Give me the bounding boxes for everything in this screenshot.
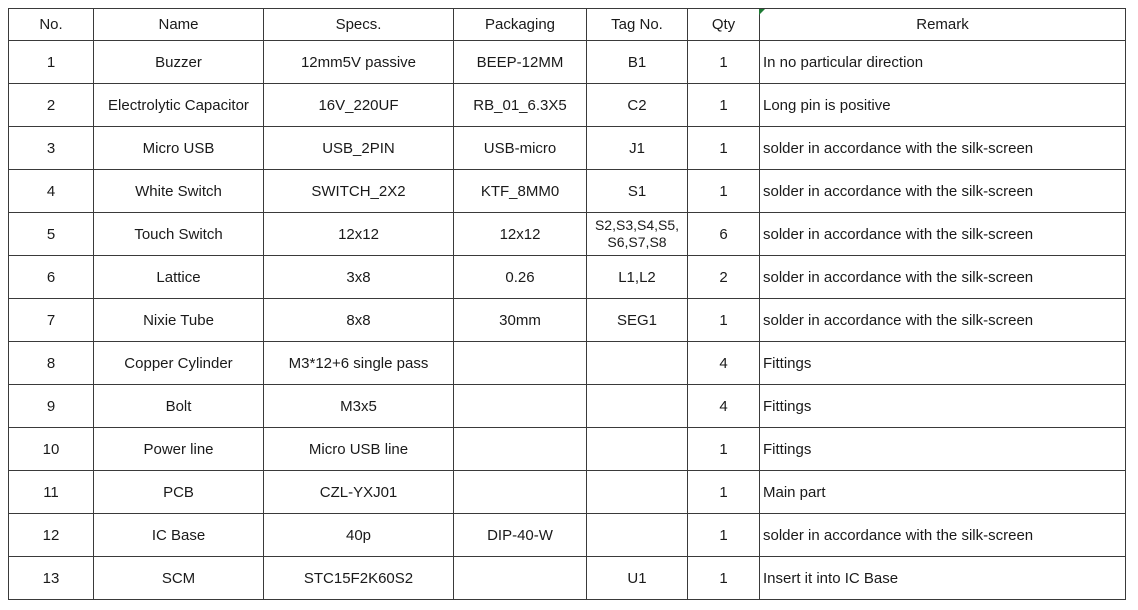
cell-packaging[interactable]: KTF_8MM0 [454, 170, 587, 213]
cell-remark[interactable]: Main part [760, 471, 1126, 514]
cell-remark[interactable]: Long pin is positive [760, 84, 1126, 127]
cell-no[interactable]: 4 [9, 170, 94, 213]
cell-tag-no[interactable]: S2,S3,S4,S5, S6,S7,S8 [587, 213, 688, 256]
bill-of-materials-table [8, 8, 1126, 600]
cell-packaging[interactable] [454, 471, 587, 514]
cell-name[interactable]: Nixie Tube [94, 299, 264, 342]
cell-packaging[interactable] [454, 342, 587, 385]
cell-packaging[interactable]: 30mm [454, 299, 587, 342]
header-name[interactable]: Name [94, 9, 264, 41]
cell-qty[interactable]: 1 [688, 514, 760, 557]
cell-no[interactable]: 13 [9, 557, 94, 600]
header-no[interactable]: No. [9, 9, 94, 41]
table-row [9, 428, 1126, 471]
cell-remark[interactable]: In no particular direction [760, 41, 1126, 84]
header-packaging[interactable]: Packaging [454, 9, 587, 41]
cell-tag-no[interactable] [587, 385, 688, 428]
cell-specs[interactable]: Micro USB line [264, 428, 454, 471]
cell-remark[interactable]: solder in accordance with the silk-screen [760, 299, 1126, 342]
cell-remark[interactable]: Fittings [760, 342, 1126, 385]
cell-no[interactable]: 11 [9, 471, 94, 514]
cell-remark[interactable]: solder in accordance with the silk-screen [760, 514, 1126, 557]
cell-remark[interactable]: Insert it into IC Base [760, 557, 1126, 600]
cell-specs[interactable]: SWITCH_2X2 [264, 170, 454, 213]
cell-name[interactable]: Lattice [94, 256, 264, 299]
spreadsheet-area [8, 8, 1125, 600]
table-row [9, 127, 1126, 170]
table-row [9, 170, 1126, 213]
cell-specs[interactable]: 40p [264, 514, 454, 557]
cell-qty[interactable]: 1 [688, 84, 760, 127]
cell-name[interactable]: Touch Switch [94, 213, 264, 256]
cell-packaging[interactable]: 0.26 [454, 256, 587, 299]
cell-tag-no[interactable]: C2 [587, 84, 688, 127]
cell-remark[interactable]: solder in accordance with the silk-screen [760, 256, 1126, 299]
cell-packaging[interactable]: DIP-40-W [454, 514, 587, 557]
cell-name[interactable]: Electrolytic Capacitor [94, 84, 264, 127]
cell-no[interactable]: 1 [9, 41, 94, 84]
cell-tag-no[interactable] [587, 471, 688, 514]
cell-remark[interactable]: solder in accordance with the silk-screen [760, 213, 1126, 256]
cell-packaging[interactable]: RB_01_6.3X5 [454, 84, 587, 127]
cell-qty[interactable]: 2 [688, 256, 760, 299]
cell-tag-no[interactable] [587, 342, 688, 385]
table-row [9, 471, 1126, 514]
header-row [9, 9, 1126, 41]
cell-qty[interactable]: 4 [688, 385, 760, 428]
header-tag-no[interactable]: Tag No. [587, 9, 688, 41]
cell-qty[interactable]: 4 [688, 342, 760, 385]
cell-name[interactable]: Bolt [94, 385, 264, 428]
cell-remark[interactable]: Fittings [760, 385, 1126, 428]
cell-name[interactable]: White Switch [94, 170, 264, 213]
cell-qty[interactable]: 1 [688, 41, 760, 84]
cell-specs[interactable]: 12x12 [264, 213, 454, 256]
cell-no[interactable]: 2 [9, 84, 94, 127]
cell-specs[interactable]: 3x8 [264, 256, 454, 299]
cell-packaging[interactable] [454, 385, 587, 428]
table-row [9, 41, 1126, 84]
cell-remark[interactable]: solder in accordance with the silk-screen [760, 127, 1126, 170]
cell-qty[interactable]: 1 [688, 471, 760, 514]
cell-packaging[interactable] [454, 557, 587, 600]
cell-tag-no[interactable] [587, 514, 688, 557]
cell-qty[interactable]: 1 [688, 170, 760, 213]
cell-tag-no[interactable] [587, 428, 688, 471]
cell-name[interactable]: Micro USB [94, 127, 264, 170]
cell-tag-no[interactable]: J1 [587, 127, 688, 170]
comment-indicator-icon [759, 9, 765, 15]
header-qty[interactable]: Qty [688, 9, 760, 41]
cell-tag-no[interactable]: L1,L2 [587, 256, 688, 299]
table-row [9, 299, 1126, 342]
cell-no[interactable]: 10 [9, 428, 94, 471]
cell-name[interactable]: IC Base [94, 514, 264, 557]
cell-packaging[interactable]: BEEP-12MM [454, 41, 587, 84]
table-row [9, 514, 1126, 557]
header-remark[interactable]: Remark [760, 9, 1126, 41]
cell-name[interactable]: Copper Cylinder [94, 342, 264, 385]
cell-no[interactable]: 9 [9, 385, 94, 428]
cell-specs[interactable]: 12mm5V passive [264, 41, 454, 84]
cell-packaging[interactable]: 12x12 [454, 213, 587, 256]
cell-no[interactable]: 7 [9, 299, 94, 342]
table-row [9, 385, 1126, 428]
cell-name[interactable]: Buzzer [94, 41, 264, 84]
table-row [9, 342, 1126, 385]
cell-qty[interactable]: 1 [688, 127, 760, 170]
cell-specs[interactable]: CZL-YXJ01 [264, 471, 454, 514]
table-body [9, 41, 1126, 600]
cell-no[interactable]: 3 [9, 127, 94, 170]
cell-remark[interactable]: solder in accordance with the silk-screen [760, 170, 1126, 213]
cell-tag-no[interactable]: SEG1 [587, 299, 688, 342]
table-row [9, 213, 1126, 256]
table-row [9, 84, 1126, 127]
table-row [9, 256, 1126, 299]
cell-qty[interactable]: 6 [688, 213, 760, 256]
cell-no[interactable]: 8 [9, 342, 94, 385]
cell-qty[interactable]: 1 [688, 557, 760, 600]
cell-name[interactable]: Power line [94, 428, 264, 471]
cell-name[interactable]: PCB [94, 471, 264, 514]
cell-name[interactable]: SCM [94, 557, 264, 600]
cell-no[interactable]: 12 [9, 514, 94, 557]
cell-specs[interactable]: 16V_220UF [264, 84, 454, 127]
cell-packaging[interactable] [454, 428, 587, 471]
table-row [9, 557, 1126, 600]
cell-qty[interactable]: 1 [688, 299, 760, 342]
cell-remark[interactable]: Fittings [760, 428, 1126, 471]
cell-specs[interactable]: 8x8 [264, 299, 454, 342]
cell-tag-no[interactable]: B1 [587, 41, 688, 84]
cell-tag-no[interactable]: U1 [587, 557, 688, 600]
cell-specs[interactable]: USB_2PIN [264, 127, 454, 170]
header-specs[interactable]: Specs. [264, 9, 454, 41]
cell-tag-no[interactable]: S1 [587, 170, 688, 213]
cell-no[interactable]: 5 [9, 213, 94, 256]
cell-qty[interactable]: 1 [688, 428, 760, 471]
cell-no[interactable]: 6 [9, 256, 94, 299]
cell-specs[interactable]: STC15F2K60S2 [264, 557, 454, 600]
cell-specs[interactable]: M3*12+6 single pass [264, 342, 454, 385]
cell-packaging[interactable]: USB-micro [454, 127, 587, 170]
cell-specs[interactable]: M3x5 [264, 385, 454, 428]
